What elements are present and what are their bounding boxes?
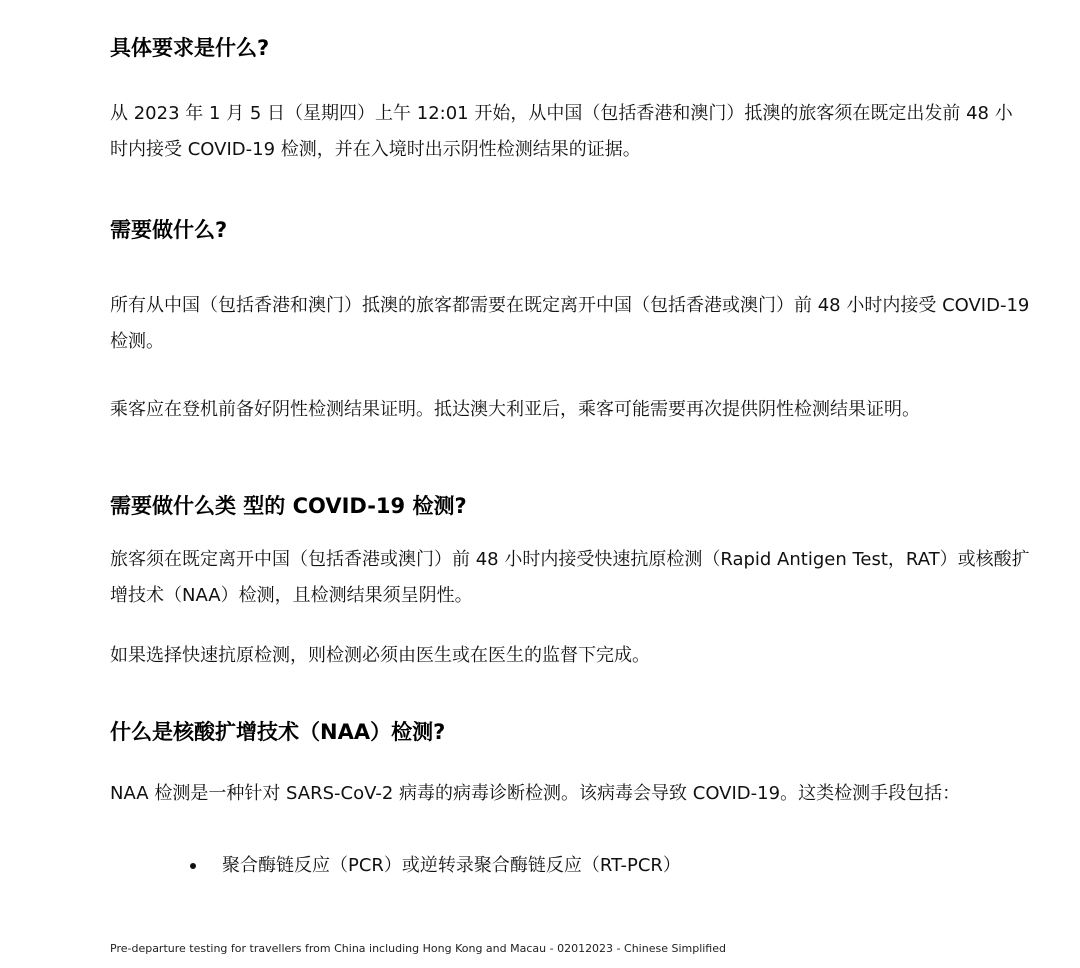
paragraph-naa-test: NAA 检测是一种针对 SARS-CoV-2 病毒的病毒诊断检测。该病毒会导致 COVID-19。这类检测手段包括： [110,783,961,804]
page-footer: Pre-departure testing for travellers from China including Hong Kong and Macau - 02012023 - Chinese Simplified [110,942,726,955]
bullet-list-item [190,848,681,884]
paragraph-what-to-do-1: 所有从中国（包括香港和澳门）抵澳的旅客都需要在既定离开中国（包括香港或澳门）前 48 小时内接受 COVID-19 检测。 [110,295,1030,352]
heading-requirements: 具体要求是什么? [110,36,270,60]
paragraph-test-type-1: 旅客须在既定离开中国（包括香港或澳门）前 48 小时内接受快速抗原检测（Rapid Antigen Test，RAT）或核酸扩增技术（NAA）检测，且检测结果须呈阴性。 [110,549,1030,606]
bullet-icon [190,863,196,869]
heading-test-type: 需要做什么类 型的 COVID-19 检测? [110,494,467,518]
paragraph-what-to-do-2: 乘客应在登机前备好阴性检测结果证明。抵达澳大利亚后，乘客可能需要再次提供阴性检测结果证明。 [110,399,920,420]
bullet-text: 聚合酶链反应（PCR）或逆转录聚合酶链反应（RT-PCR） [222,855,681,876]
heading-what-to-do: 需要做什么? [110,218,228,242]
paragraph-test-type-2: 如果选择快速抗原检测，则检测必须由医生或在医生的监督下完成。 [110,645,650,666]
heading-naa-test: 什么是核酸扩增技术（NAA）检测? [110,720,446,744]
paragraph-requirements: 从 2023 年 1 月 5 日（星期四）上午 12:01 开始，从中国（包括香港和澳门）抵澳的旅客须在既定出发前 48 小时内接受 COVID-19 检测，并在入境时出示阴性检测结果的证据。 [110,103,1013,160]
